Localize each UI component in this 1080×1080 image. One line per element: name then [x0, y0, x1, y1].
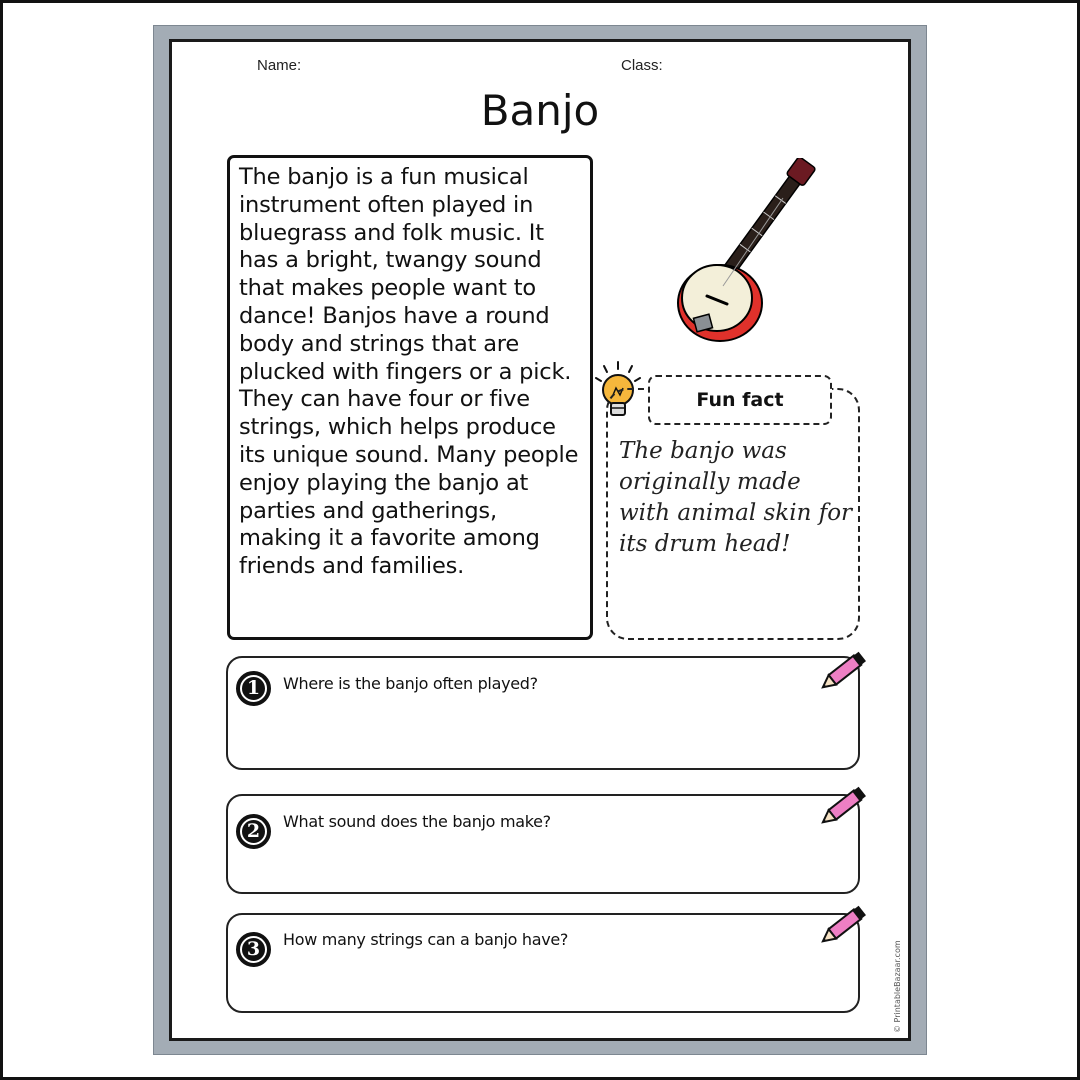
answer-box-3[interactable] [226, 913, 860, 1013]
answer-box-2[interactable] [226, 794, 860, 894]
reading-passage-box [227, 155, 593, 640]
copyright-notice: © PrintableBazaar.com [893, 940, 902, 1033]
class-label: Class: [621, 57, 663, 74]
banjo-illustration [665, 158, 825, 353]
pencil-icon [816, 783, 872, 831]
page-title: Banjo [480, 86, 600, 135]
pencil-icon [816, 902, 872, 950]
question-text: Where is the banjo often played? [283, 674, 538, 693]
question-number: 2 [240, 818, 267, 845]
fun-fact-heading: Fun fact [648, 375, 832, 425]
pencil-icon [816, 648, 872, 696]
question-number-badge [236, 932, 271, 967]
name-label: Name: [257, 57, 302, 74]
question-text: How many strings can a banjo have? [283, 930, 569, 949]
reading-passage-text: The banjo is a fun musical instrument often played in bluegrass and folk music. It has a bright, twangy sound that makes people want to dance! Banjos have a round body and strings that are plucked with fingers or a pick. They can have four or five strings, which helps produce its unique sound. Many people enjoy playing the banjo at parties and gatherings, making it a favorite among friends and families. [239, 164, 579, 580]
fun-fact-text: The banjo was originally made with animal skin for its drum head! [619, 438, 853, 557]
question-text: What sound does the banjo make? [283, 812, 551, 831]
question-number-badge [236, 814, 271, 849]
question-number: 1 [240, 675, 267, 702]
question-number-badge [236, 671, 271, 706]
question-number: 3 [240, 936, 267, 963]
